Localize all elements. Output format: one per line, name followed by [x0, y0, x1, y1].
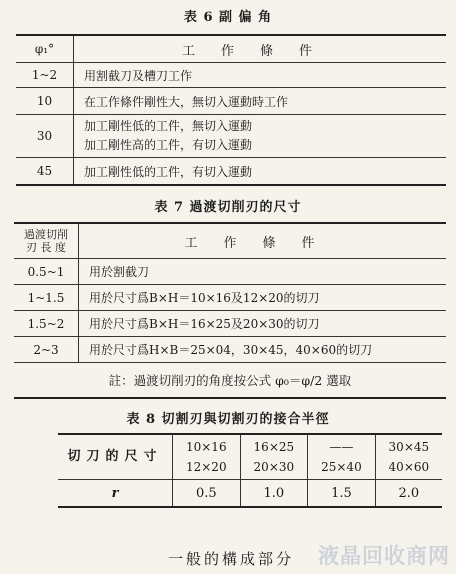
condition-header: 工作條件 [184, 235, 341, 251]
table-row [58, 480, 442, 508]
table6-caption: 表 6 副 偏 角 [183, 10, 273, 25]
size-line: 40×60 [388, 460, 430, 474]
table6 [16, 34, 446, 186]
size-line: 12×20 [185, 460, 227, 474]
table-row [14, 337, 446, 363]
condition-cell: 在工作條件剛性大，無切入運動時工作 [74, 88, 447, 115]
table-row [16, 88, 446, 115]
length-cell: 2~3 [14, 337, 79, 363]
size-cell [173, 434, 241, 480]
condition-cell: 用割截刀及槽刀工作 [74, 63, 447, 88]
table7 [14, 222, 446, 399]
table-row [14, 311, 446, 337]
angle-cell: 1~2 [16, 63, 74, 88]
length-cell: 1~1.5 [14, 285, 79, 311]
size-line: 16×25 [253, 440, 295, 454]
size-cell [308, 434, 376, 480]
length-header [14, 223, 79, 259]
radius-cell: 1.5 [308, 480, 376, 508]
table-row [16, 63, 446, 88]
length-cell: 0.5~1 [14, 259, 79, 285]
table-row [58, 434, 442, 480]
page-footer: 一般的構成部分 [168, 550, 295, 568]
condition-cell: 用於割截刀 [79, 259, 447, 285]
table8 [58, 433, 442, 508]
length-cell: 1.5~2 [14, 311, 79, 337]
size-line: 25×40 [321, 460, 362, 474]
watermark: 液晶回收商网 [318, 544, 450, 568]
table8-caption: 表 8 切割刃與切割刃的接合半徑 [126, 412, 330, 427]
angle-cell: 30 [16, 115, 74, 158]
condition-cell: 用於尺寸爲B×H＝10×16及12×20的切刀 [79, 285, 447, 311]
angle-cell: 45 [16, 158, 74, 186]
angle-header: φ₁° [16, 35, 74, 63]
table-row [16, 115, 446, 158]
size-cell [375, 434, 442, 480]
condition-header: 工作條件 [181, 43, 338, 59]
table-row [14, 259, 446, 285]
radius-cell: 2.0 [375, 480, 442, 508]
radius-cell: 1.0 [240, 480, 308, 508]
length-header-line: 過渡切削 [24, 228, 68, 241]
table-header-row [16, 35, 446, 63]
table-note-row [14, 363, 446, 399]
condition-line: 加工剛性低的工件，無切入運動 [84, 119, 253, 133]
table-header-row [14, 223, 446, 259]
table-row [14, 285, 446, 311]
angle-cell: 10 [16, 88, 74, 115]
size-line: —— [329, 440, 354, 454]
condition-line: 加工剛性高的工件，有切入運動 [84, 138, 253, 152]
size-line: 20×30 [253, 460, 295, 474]
condition-cell: 加工剛性低的工件，有切入運動 [74, 158, 447, 186]
radius-cell: 0.5 [173, 480, 241, 508]
table-note: 註：過渡切削刃的角度按公式 φ₀＝φ/2 選取 [14, 363, 446, 399]
size-line: 30×45 [388, 440, 430, 454]
size-line: 10×16 [185, 440, 227, 454]
condition-cell [74, 115, 447, 158]
length-header-line: 刃 長 度 [26, 241, 66, 254]
condition-cell: 用於尺寸爲H×B＝25×04，30×45，40×60的切刀 [79, 337, 447, 363]
radius-label: r [58, 480, 173, 508]
table-row [16, 158, 446, 186]
table7-caption: 表 7 過渡切削刃的尺寸 [154, 200, 302, 215]
condition-cell: 用於尺寸爲B×H＝16×25及20×30的切刀 [79, 311, 447, 337]
size-label: 切刀的尺寸 [67, 449, 163, 464]
size-cell [240, 434, 308, 480]
